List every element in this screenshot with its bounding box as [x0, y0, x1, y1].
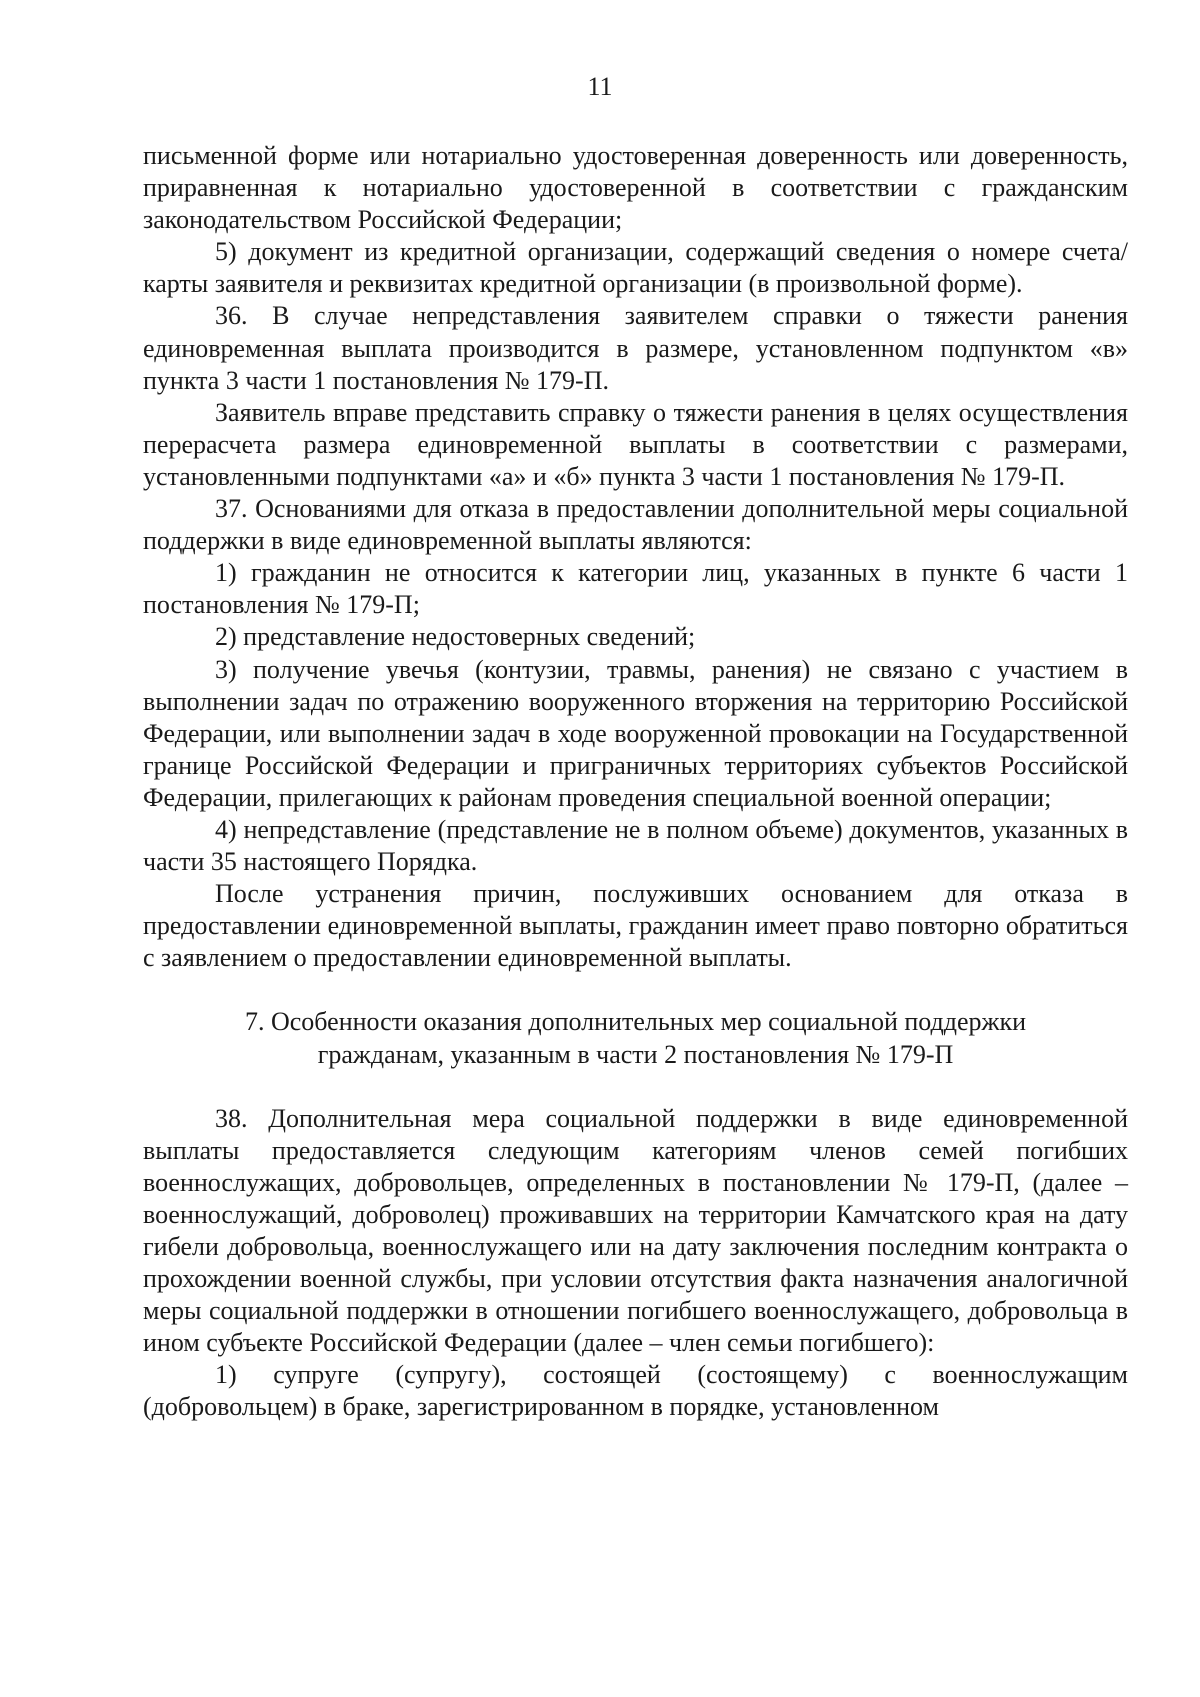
paragraph: письменной форме или нотариально удостоверенная доверенность или доверенность, приравненная к нотариально удостоверенной в соответствии с гражданским законодательством Российской Федерации; — [143, 141, 1128, 235]
paragraph: 37. Основаниями для отказа в предоставлении дополнительной меры социальной поддержки в виде единовременной выплаты являются: — [143, 494, 1128, 556]
paragraph: 3) получение увечья (контузии, травмы, ранения) не связано с участием в выполнении задач по отражению вооруженного вторжения на территорию Российской Федерации, или выполнении задач в ходе вооруженной провокации на Государственной границе Российской Федерации и приграничных территориях субъектов Российской Федерации, прилегающих к районам проведения специальной военной операции; — [143, 654, 1128, 812]
paragraph: После устранения причин, послуживших основанием для отказа в предоставлении единовременной выплаты, гражданин имеет право повторно обратиться с заявлением о предоставлении единовременной выплаты. — [143, 879, 1128, 973]
document-body — [143, 140, 1128, 1424]
section-heading-line: 7. Особенности оказания дополнительных мер социальной поддержки — [244, 1007, 1027, 1037]
paragraph: 38. Дополнительная мера социальной поддержки в виде единовременной выплаты предоставляется следующим категориям членов семей погибших военнослужащих, добровольцев, определенных в постановлении № 179-П, (далее – военнослужащий, доброволец) проживавших на территории Камчатского края на дату гибели добровольца, военнослужащего или на дату заключения последним контракта о прохождении военной службы, при условии отсутствия факта назначения аналогичной меры социальной поддержки в отношении погибшего военнослужащего, добровольца в ином субъекте Российской Федерации (далее – член семьи погибшего): — [143, 1103, 1128, 1358]
page-number: 11 — [587, 72, 613, 101]
section-heading — [143, 974, 1128, 1102]
paragraph: 1) гражданин не относится к категории лиц, указанных в пункте 6 части 1 постановления № 179-П; — [143, 558, 1128, 620]
paragraph: 4) непредставление (представление не в полном объеме) документов, указанных в части 35 настоящего Порядка. — [143, 814, 1128, 877]
paragraph: 2) представление недостоверных сведений; — [215, 622, 696, 652]
paragraph: 1) супруге (супругу), состоящей (состоящему) с военнослужащим (добровольцем) в браке, зарегистрированном в порядке, установленном — [143, 1360, 1128, 1422]
paragraph: Заявитель вправе представить справку о тяжести ранения в целях осуществления перерасчета размера единовременной выплаты в соответствии с размерами, установленными подпунктами «а» и «б» пункта 3 части 1 постановления № 179-П. — [143, 397, 1128, 491]
paragraph: 5) документ из кредитной организации, содержащий сведения о номере счета/карты заявителя и реквизитах кредитной организации (в произвольной форме). — [143, 237, 1128, 299]
paragraph: 36. В случае непредставления заявителем справки о тяжести ранения единовременная выплата производится в размере, установленном подпунктом «в» пункта 3 части 1 постановления № 179-П. — [143, 301, 1128, 395]
section-heading-line: гражданам, указанным в части 2 постановления № 179-П — [317, 1039, 954, 1069]
